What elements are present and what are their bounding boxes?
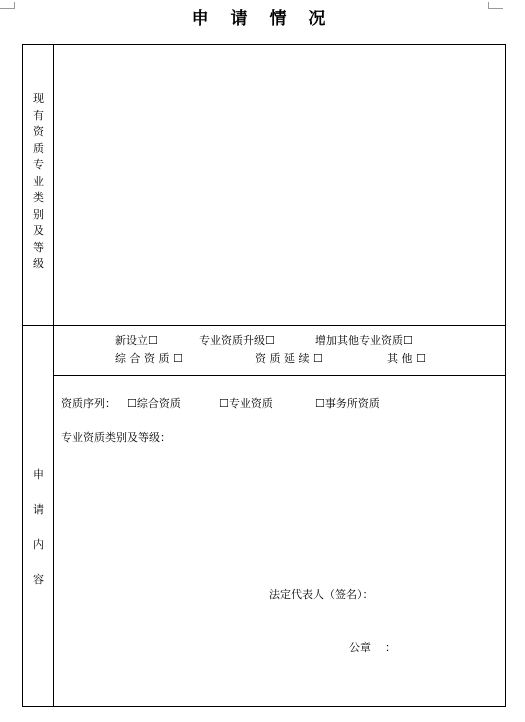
sequence-label: 资质序列：	[61, 397, 116, 410]
official-seal-label: 公章 ：	[349, 641, 396, 654]
qualification-label-char: 现	[33, 92, 44, 105]
option-other[interactable]: 其 他 ☐	[387, 352, 426, 365]
legal-representative-signature-label: 法定代表人（签名）：	[269, 588, 374, 601]
option-comprehensive[interactable]: 综 合 资 质 ☐	[115, 352, 183, 365]
qualification-label-char: 质	[33, 141, 44, 155]
sequence-option-firm[interactable]: ☐事务所资质	[315, 397, 380, 410]
section-divider	[23, 325, 505, 326]
options-divider	[53, 375, 505, 376]
application-content-label	[23, 457, 54, 597]
sequence-option-comprehensive[interactable]: ☐综合资质	[127, 397, 181, 410]
page-title: 申 请 情 况	[191, 9, 334, 29]
current-qualification-content-area[interactable]	[54, 45, 505, 325]
qualification-label-char: 及	[33, 224, 44, 237]
qualification-label-char: 等	[33, 240, 44, 254]
option-add-professional[interactable]: 增加其他专业资质☐	[315, 334, 413, 347]
qualification-label-char: 资	[33, 125, 44, 138]
current-qualification-label	[23, 91, 54, 273]
qualification-label-char: 有	[33, 108, 44, 122]
application-label-char: 申	[33, 468, 44, 481]
qualification-label-char: 专	[33, 158, 44, 171]
option-professional-upgrade[interactable]: 专业资质升级☐	[199, 334, 275, 347]
qualification-label-char: 级	[33, 257, 44, 270]
qualification-label-char: 业	[33, 174, 44, 188]
sequence-option-professional[interactable]: ☐专业资质	[219, 397, 273, 410]
category-label: 专业资质类别及等级：	[61, 431, 171, 444]
qualification-label-char: 别	[33, 207, 44, 221]
option-renewal[interactable]: 资 质 延 续 ☐	[255, 352, 323, 365]
application-label-char: 请	[33, 503, 44, 516]
qualification-label-char: 类	[33, 191, 44, 204]
application-form-table	[22, 44, 506, 707]
application-label-char: 内	[33, 538, 44, 551]
option-new-establishment[interactable]: 新设立☐	[115, 334, 158, 347]
application-label-char: 容	[33, 573, 44, 586]
